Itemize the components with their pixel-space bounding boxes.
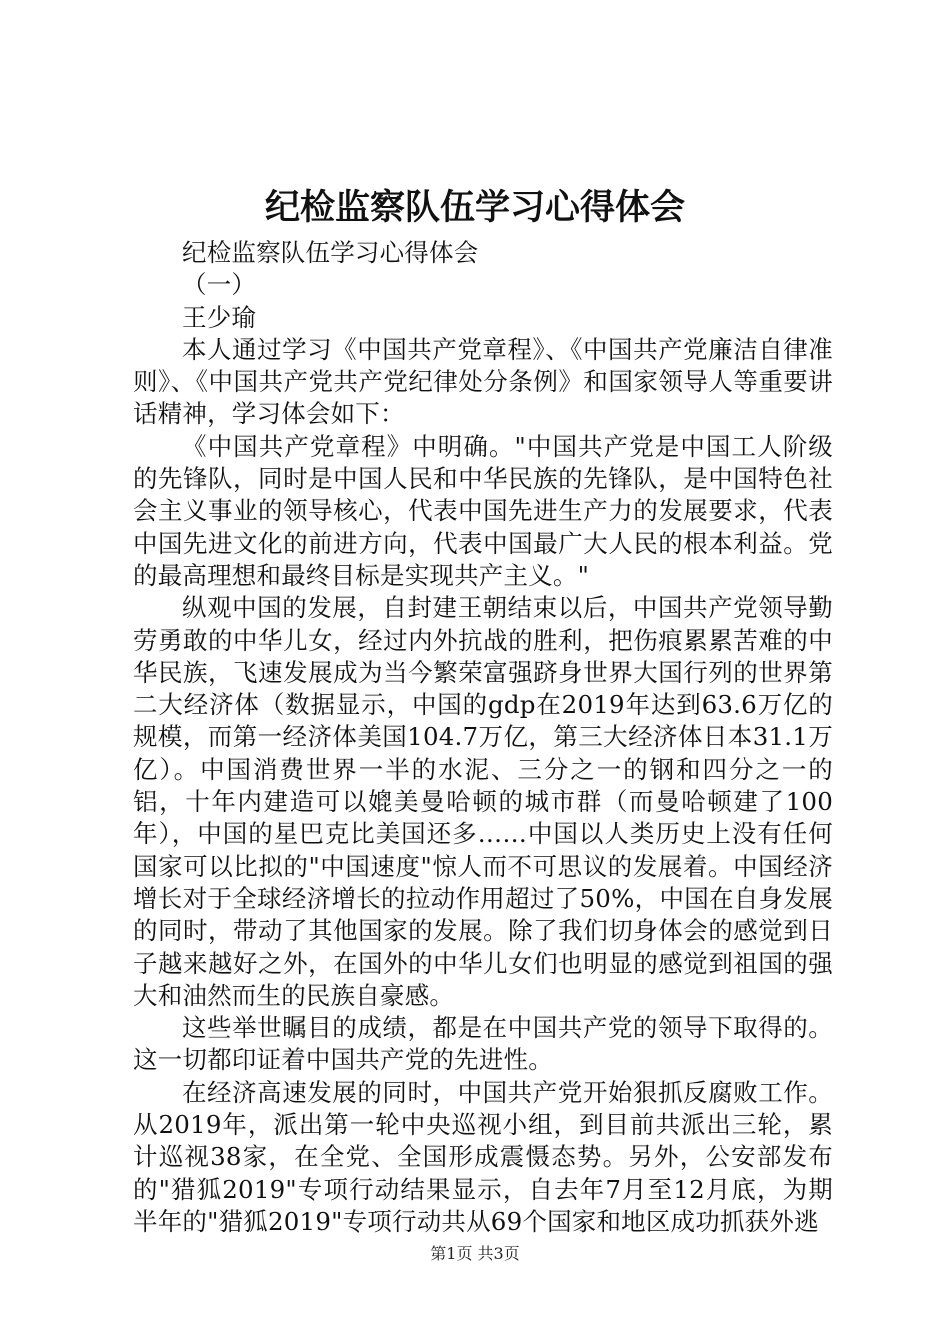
paragraph-subtitle: 纪检监察队伍学习心得体会 xyxy=(182,238,479,267)
paragraph: 《中国共产党章程》中明确。"中国共产党是中国工人阶级的先锋队，同时是中国人民和中华民族的先锋队，是中国特色社会主义事业的领导核心，代表中国先进生产力的发展要求，代表中国先进文化的前进方向，代表中国最广大人民的根本利益。党的最高理想和最终目标是实现共产主义。" xyxy=(133,431,833,590)
paragraph-author: 王少瑜 xyxy=(182,302,257,332)
paragraph-part-number: （一） xyxy=(182,270,257,300)
page-title: 纪检监察队伍学习心得体会 xyxy=(264,187,685,228)
paragraph: 在经济高速发展的同时，中国共产党开始狠抓反腐败工作。从2019年，派出第一轮中央巡视小组，到目前共派出三轮，累计巡视38家，在全党、全国形成震慑态势。另外，公安部发布的"猎狐2019"专项行动结果显示，自去年7月至12月底，为期半年的"猎狐2019"专项行动共从69个国家和地区成功抓获外逃 xyxy=(133,1077,833,1236)
document-body xyxy=(133,237,833,1238)
page-footer: 第1页 共3页 xyxy=(430,1244,520,1263)
paragraph: 这些举世瞩目的成绩，都是在中国共产党的领导下取得的。这一切都印证着中国共产党的先进性。 xyxy=(133,1013,833,1075)
paragraph: 纵观中国的发展，自封建王朝结束以后，中国共产党领导勤劳勇敢的中华儿女，经过内外抗战的胜利，把伤痕累累苦难的中华民族，飞速发展成为当今繁荣富强跻身世界大国行列的世界第二大经济体（数据显示，中国的gdp在2019年达到63.6万亿的规模，而第一经济体美国104.7万亿，第三大经济体日本31.1万亿）。中国消费世界一半的水泥、三分之一的钢和四分之一的铝，十年内建造可以媲美曼哈顿的城市群（而曼哈顿建了100年），中国的星巴克比美国还多……中国以人类历史上没有任何国家可以比拟的"中国速度"惊人而不可思议的发展着。中国经济增长对于全球经济增长的拉动作用超过了50%，中国在自身发展的同时，带动了其他国家的发展。除了我们切身体会的感觉到日子越来越好之外，在国外的中华儿女们也明显的感觉到祖国的强大和油然而生的民族自豪感。 xyxy=(133,593,833,1010)
paragraph: 本人通过学习《中国共产党章程》、《中国共产党廉洁自律准则》、《中国共产党共产党纪律处分条例》和国家领导人等重要讲话精神，学习体会如下： xyxy=(133,334,833,429)
